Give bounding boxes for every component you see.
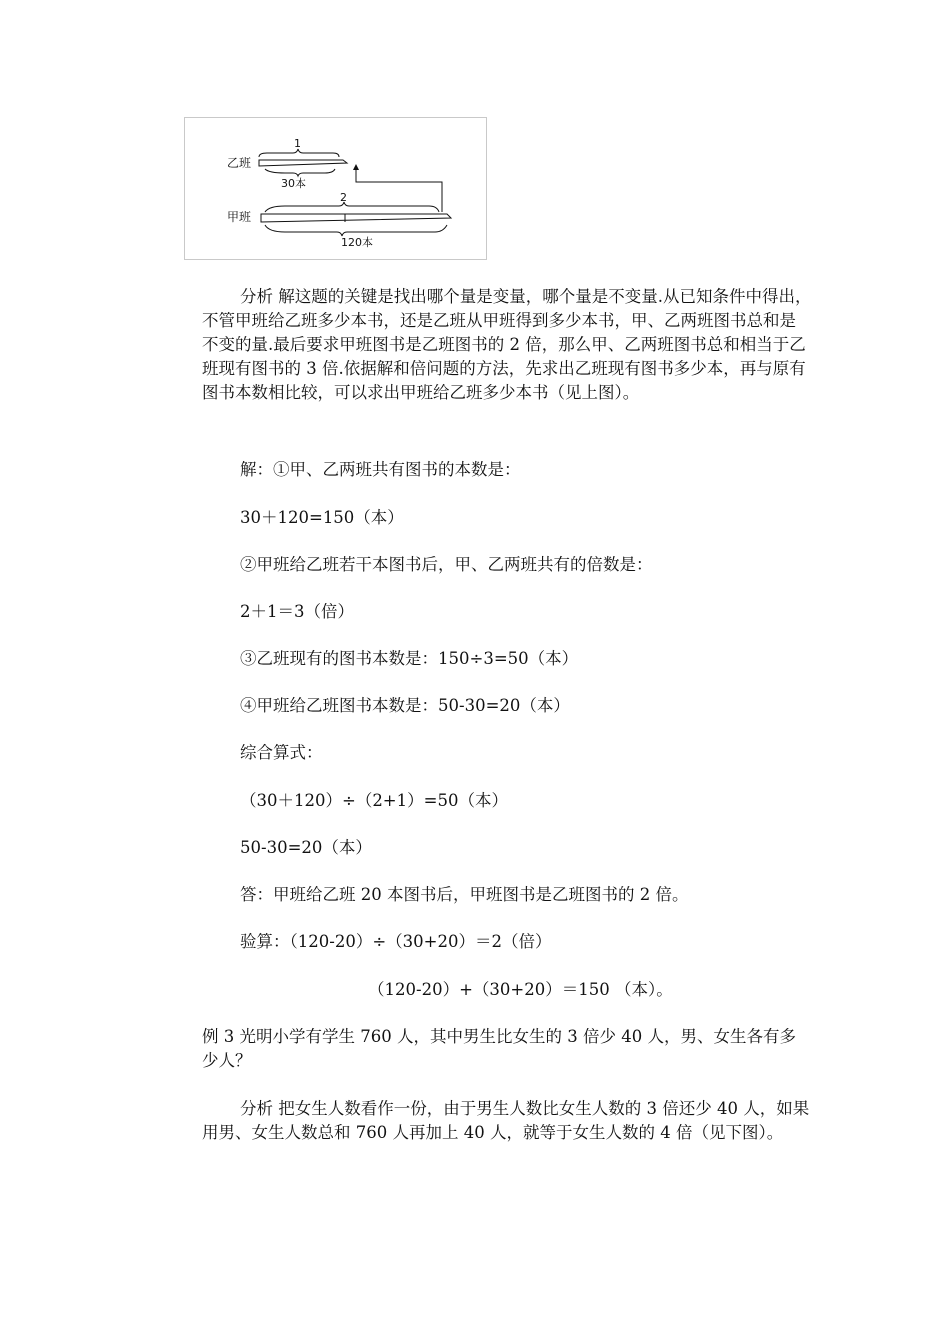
jia-bar xyxy=(261,214,451,222)
example-3-question: 例 3 光明小学有学生 760 人，其中男生比女生的 3 倍少 40 人，男、女生各有多少人？ xyxy=(202,1027,796,1070)
solution-step-4: ④甲班给乙班图书本数是：50-30=20（本） xyxy=(240,696,570,715)
jia-bottom-brace xyxy=(265,225,447,236)
jia-brace-label: 2 xyxy=(340,191,347,204)
combined-formula-2: 50-30=20（本） xyxy=(240,838,372,857)
solution-step-1: 解：①甲、乙两班共有图书的本数是： xyxy=(240,460,521,479)
yi-bottom-brace xyxy=(265,169,335,176)
solution-step-3: ③乙班现有的图书本数是：150÷3=50（本） xyxy=(240,649,579,668)
check-line-2: （120-20）+（30+20）＝150 （本）。 xyxy=(368,980,673,999)
analysis-paragraph: 分析 解这题的关键是找出哪个量是变量，哪个量是不变量.从已知条件中得出，不管甲班给乙班多少本书，还是乙班从甲班得到多少本书，甲、乙两班图书总和是不变的量.最后要求甲班图书是乙班图书的 2 倍，那么甲、乙两班图书总和相当于乙班现有图书的 3 倍.依据解和倍问题的方法，先求出乙班现有图书多少本，再与原有图书本数相比较，可以求出甲班给乙班多少本书（见上图）。 xyxy=(202,287,812,402)
check-line-1: 验算：（120-20）÷（30+20）＝2（倍） xyxy=(240,932,552,951)
diagram-svg xyxy=(185,118,488,261)
label-yi-class: 乙班 xyxy=(227,156,252,170)
combined-formula-label: 综合算式： xyxy=(240,743,323,762)
yi-brace-label: 1 xyxy=(294,137,301,150)
combined-formula-1: （30＋120）÷（2+1）=50（本） xyxy=(240,791,508,810)
transfer-arrowhead xyxy=(353,164,359,170)
transfer-arrow-line xyxy=(356,168,442,212)
yi-count-label: 30本 xyxy=(281,177,306,190)
line-segment-diagram xyxy=(184,117,487,260)
jia-top-brace xyxy=(265,202,439,212)
yi-top-brace xyxy=(259,149,339,157)
solution-step-2: ②甲班给乙班若干本图书后，甲、乙两班共有的倍数是： xyxy=(240,555,653,574)
solution-calc-2: 2＋1＝3（倍） xyxy=(240,602,354,621)
label-jia-class: 甲班 xyxy=(227,210,252,224)
yi-bar xyxy=(259,160,347,166)
jia-count-label: 120本 xyxy=(341,236,373,249)
answer-line: 答：甲班给乙班 20 本图书后，甲班图书是乙班图书的 2 倍。 xyxy=(240,885,689,904)
solution-calc-1: 30＋120=150（本） xyxy=(240,508,404,527)
example-3-analysis: 分析 把女生人数看作一份，由于男生人数比女生人数的 3 倍还少 40 人，如果用男、女生人数总和 760 人再加上 40 人，就等于女生人数的 4 倍（见下图）。 xyxy=(202,1099,810,1142)
